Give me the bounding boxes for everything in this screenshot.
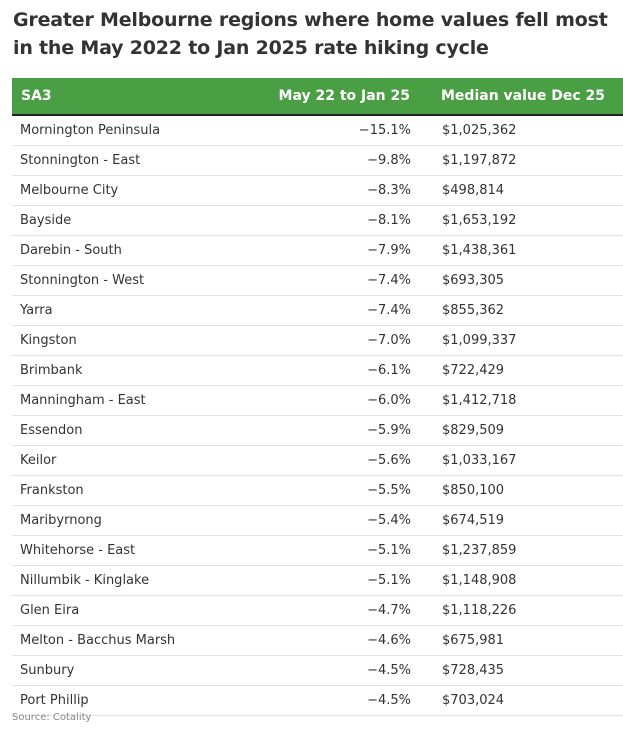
cell-change: −5.9% <box>367 423 411 438</box>
table-row <box>12 116 623 146</box>
table-row <box>12 146 623 176</box>
column-header-change: May 22 to Jan 25 <box>278 88 410 104</box>
table-row <box>12 296 623 326</box>
cell-sa3: Port Phillip <box>20 693 89 708</box>
cell-sa3: Nillumbik - Kinglake <box>20 573 150 588</box>
table-body <box>12 116 623 716</box>
cell-change: −15.1% <box>358 123 411 138</box>
cell-sa3: Glen Eira <box>20 603 80 618</box>
cell-sa3: Maribyrnong <box>20 513 102 528</box>
cell-change: −7.0% <box>367 333 411 348</box>
cell-change: −4.6% <box>367 633 411 648</box>
data-table <box>12 78 623 716</box>
cell-sa3: Stonnington - East <box>20 153 141 168</box>
cell-median: $674,519 <box>442 513 505 528</box>
cell-sa3: Bayside <box>20 213 72 228</box>
table-row <box>12 446 623 476</box>
cell-change: −5.5% <box>367 483 411 498</box>
cell-change: −5.6% <box>367 453 411 468</box>
chart-title: Greater Melbourne regions where home values fell most in the May 2022 to Jan 2025 rate hiking cycle <box>13 9 608 59</box>
cell-median: $850,100 <box>442 483 505 498</box>
cell-median: $693,305 <box>442 273 505 288</box>
source-note: Source: Cotality <box>12 712 92 723</box>
table-row <box>12 416 623 446</box>
cell-change: −6.0% <box>367 393 411 408</box>
cell-sa3: Mornington Peninsula <box>20 123 161 138</box>
cell-change: −7.9% <box>367 243 411 258</box>
cell-sa3: Yarra <box>20 303 53 318</box>
cell-change: −5.4% <box>367 513 411 528</box>
cell-change: −7.4% <box>367 303 411 318</box>
table-row <box>12 206 623 236</box>
cell-sa3: Melton - Bacchus Marsh <box>20 633 176 648</box>
cell-sa3: Essendon <box>20 423 83 438</box>
table-row <box>12 656 623 686</box>
cell-median: $1,237,859 <box>442 543 517 558</box>
cell-sa3: Melbourne City <box>20 183 119 198</box>
cell-median: $855,362 <box>442 303 505 318</box>
table-row <box>12 686 623 716</box>
table-row <box>12 356 623 386</box>
cell-median: $1,438,361 <box>442 243 517 258</box>
table-row <box>12 386 623 416</box>
table-row <box>12 566 623 596</box>
cell-median: $1,412,718 <box>442 393 517 408</box>
table-row <box>12 236 623 266</box>
cell-median: $1,197,872 <box>442 153 517 168</box>
cell-median: $703,024 <box>442 693 505 708</box>
cell-change: −9.8% <box>367 153 411 168</box>
cell-change: −5.1% <box>367 573 411 588</box>
column-header-median: Median value Dec 25 <box>441 88 606 104</box>
cell-median: $1,025,362 <box>442 123 517 138</box>
cell-sa3: Keilor <box>20 453 57 468</box>
table-row <box>12 596 623 626</box>
table-row <box>12 506 623 536</box>
cell-median: $1,653,192 <box>442 213 517 228</box>
cell-sa3: Brimbank <box>20 363 83 378</box>
cell-change: −6.1% <box>367 363 411 378</box>
cell-median: $829,509 <box>442 423 505 438</box>
cell-median: $1,099,337 <box>442 333 517 348</box>
cell-sa3: Kingston <box>20 333 77 348</box>
table-header <box>12 78 623 116</box>
cell-change: −4.5% <box>367 693 411 708</box>
cell-change: −8.1% <box>367 213 411 228</box>
cell-median: $675,981 <box>442 633 505 648</box>
column-header-sa3: SA3 <box>21 88 52 104</box>
cell-change: −4.7% <box>367 603 411 618</box>
cell-sa3: Whitehorse - East <box>20 543 136 558</box>
table-row <box>12 536 623 566</box>
cell-median: $498,814 <box>442 183 505 198</box>
cell-sa3: Sunbury <box>20 663 75 678</box>
cell-change: −4.5% <box>367 663 411 678</box>
cell-median: $728,435 <box>442 663 505 678</box>
table-row <box>12 326 623 356</box>
table-row <box>12 476 623 506</box>
cell-median: $1,033,167 <box>442 453 517 468</box>
cell-sa3: Manningham - East <box>20 393 146 408</box>
cell-sa3: Frankston <box>20 483 84 498</box>
cell-sa3: Darebin - South <box>20 243 122 258</box>
cell-median: $722,429 <box>442 363 505 378</box>
cell-change: −5.1% <box>367 543 411 558</box>
table-row <box>12 626 623 656</box>
cell-median: $1,148,908 <box>442 573 517 588</box>
table-row <box>12 266 623 296</box>
cell-median: $1,118,226 <box>442 603 517 618</box>
table-row <box>12 176 623 206</box>
cell-sa3: Stonnington - West <box>20 273 145 288</box>
cell-change: −8.3% <box>367 183 411 198</box>
cell-change: −7.4% <box>367 273 411 288</box>
